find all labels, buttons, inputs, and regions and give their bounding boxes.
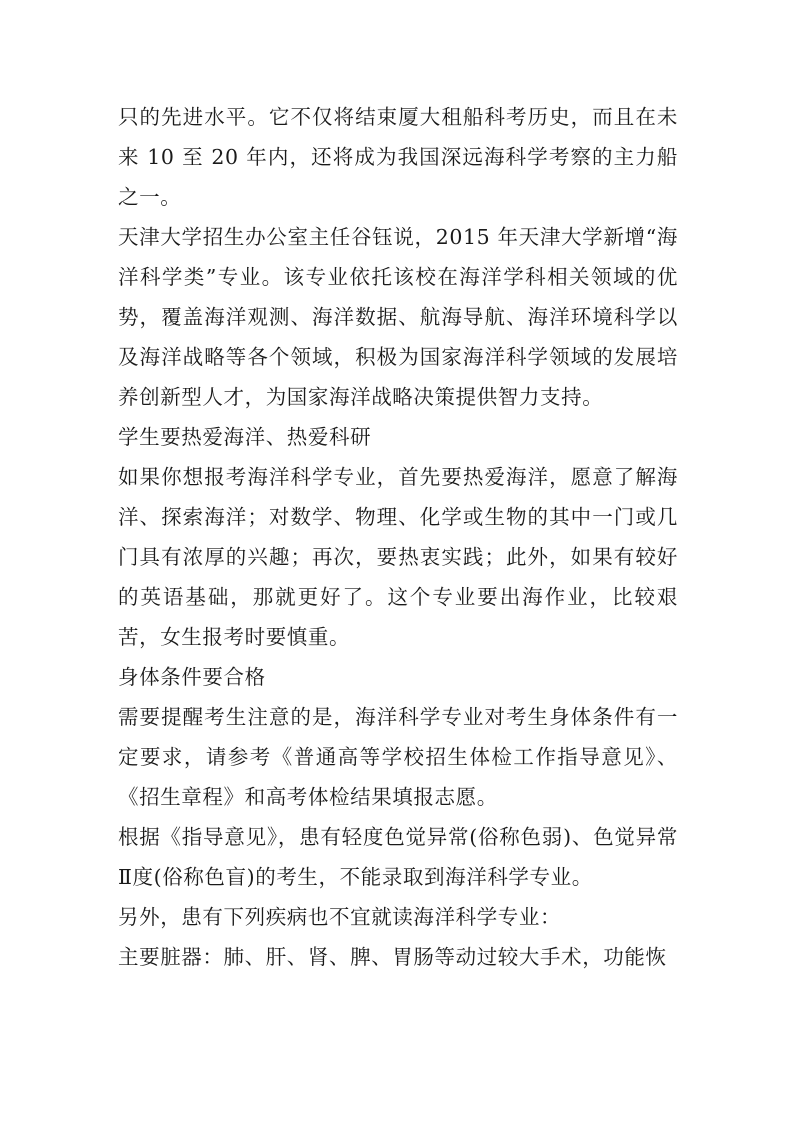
paragraph-tianjin-university: 天津大学招生办公室主任谷钰说，2015 年天津大学新增“海洋科学类”专业。该专业依托该校在海洋学科相关领域的优势，覆盖海洋观测、海洋数据、航海导航、海洋环境科学以及海洋战略等各个领域，积极为国家海洋科学领域的发展培养创新型人才，为国家海洋战略决策提供智力支持。 xyxy=(118,225,678,409)
paragraph-physical-notice: 需要提醒考生注意的是，海洋科学专业对考生身体条件有一定要求，请参考《普通高等学校招生体检工作指导意见》、《招生章程》和高考体检结果填报志愿。 xyxy=(118,705,678,809)
paragraph-ship-continuation: 只的先进水平。它不仅将结束厦大租船科考历史，而且在未来 10 至 20 年内，还将成为我国深远海科学考察的主力船之一。 xyxy=(118,105,678,209)
document-body xyxy=(118,97,678,977)
heading-love-ocean: 学生要热爱海洋、热爱科研 xyxy=(118,425,372,449)
paragraph-color-vision: 根据《指导意见》，患有轻度色觉异常(俗称色弱)、色觉异常Ⅱ度(俗称色盲)的考生，不能录取到海洋科学专业。 xyxy=(118,825,678,889)
paragraph-diseases-intro: 另外，患有下列疾病也不宜就读海洋科学专业： xyxy=(118,905,562,929)
paragraph-major-organs: 主要脏器：肺、肝、肾、脾、胃肠等动过较大手术，功能恢 xyxy=(118,945,667,969)
heading-physical-condition: 身体条件要合格 xyxy=(118,665,266,689)
paragraph-requirements: 如果你想报考海洋科学专业，首先要热爱海洋，愿意了解海洋、探索海洋；对数学、物理、化学或生物的其中一门或几门具有浓厚的兴趣；再次，要热衷实践；此外，如果有较好的英语基础，那就更好了。这个专业要出海作业，比较艰苦，女生报考时要慎重。 xyxy=(118,465,678,649)
